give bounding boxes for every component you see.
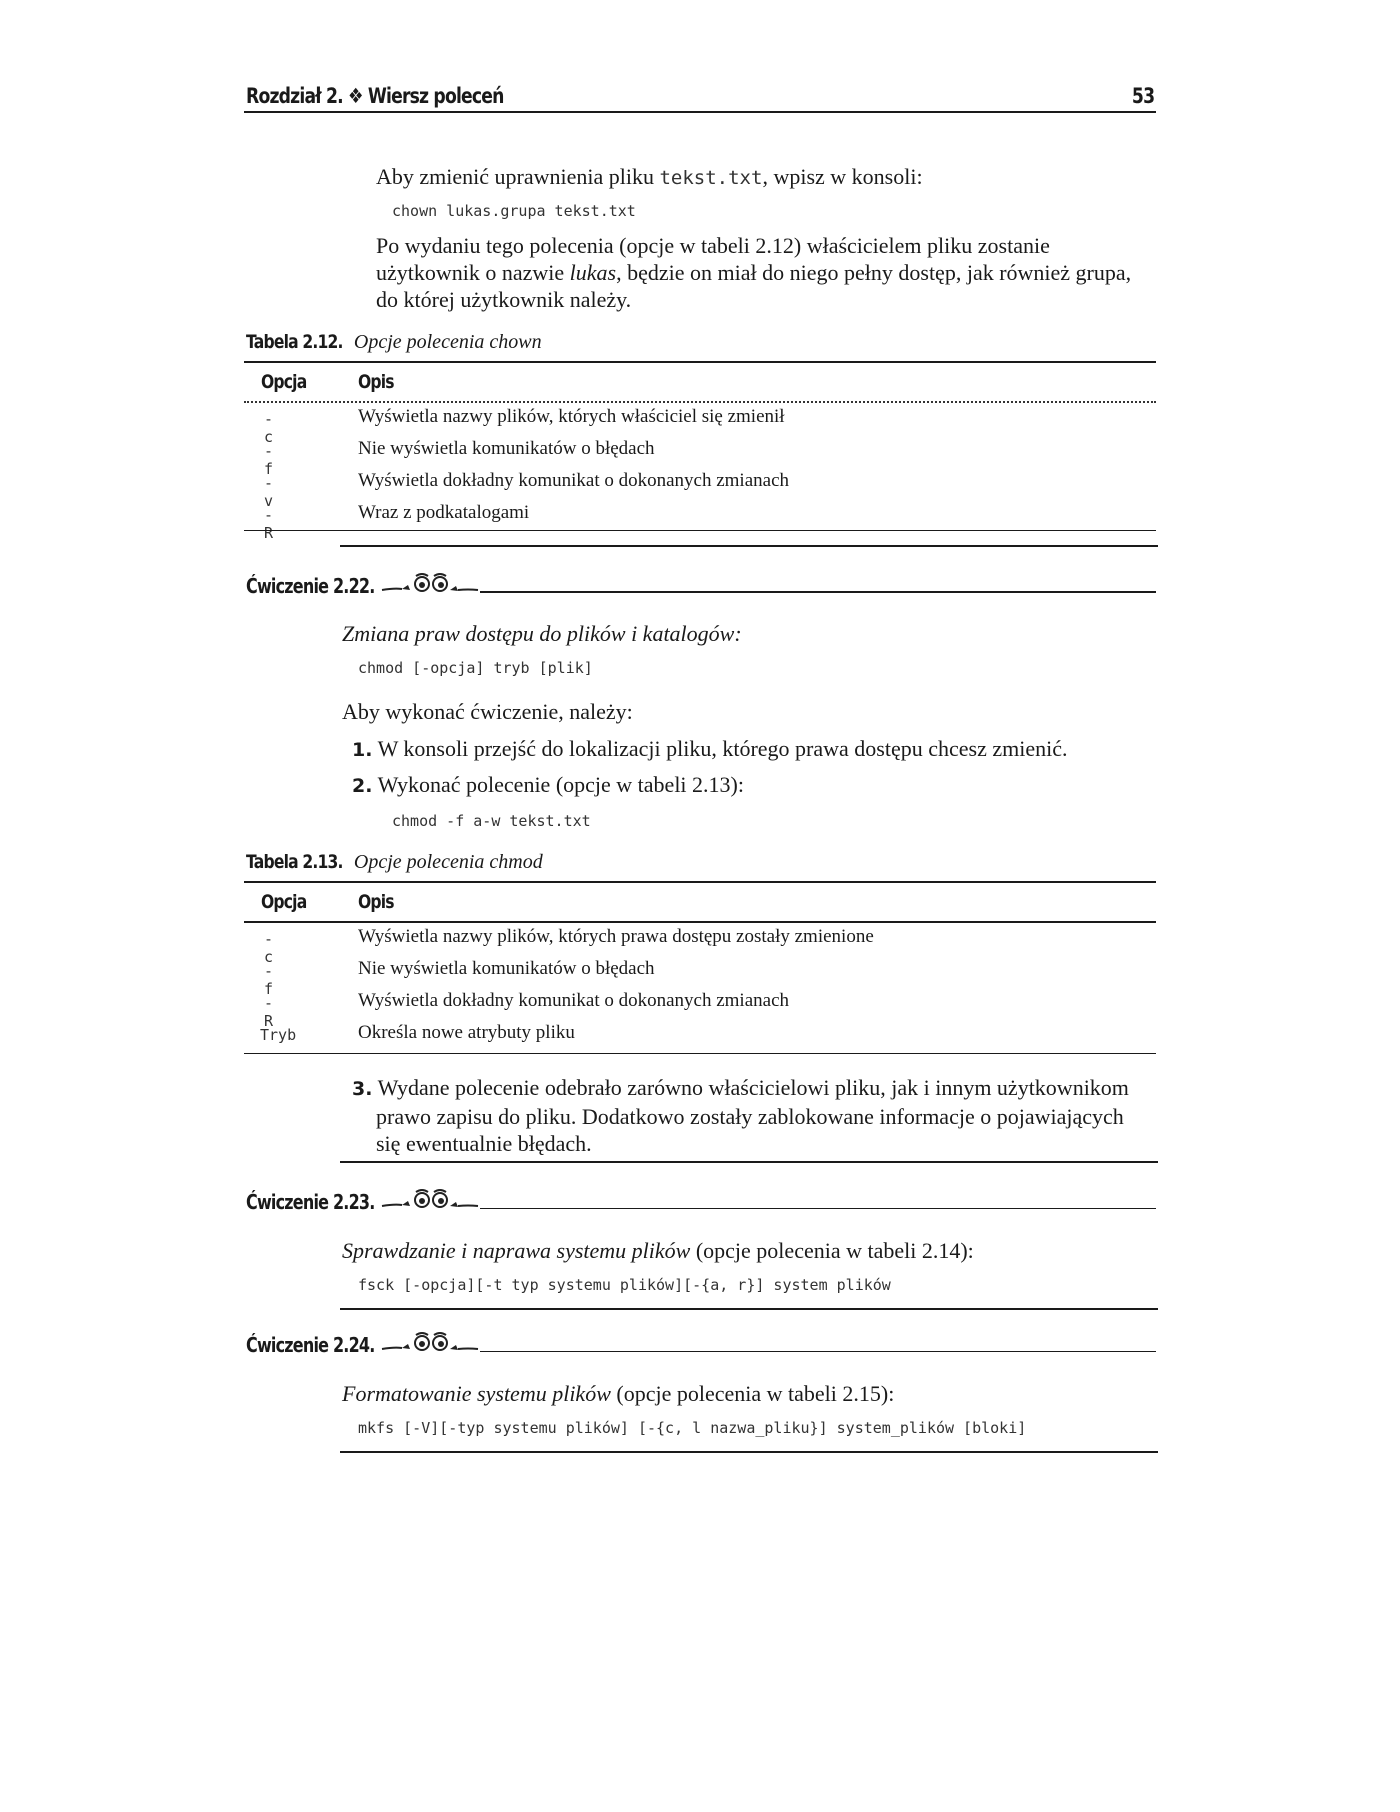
table-212-caption-text: Opcje polecenia chown	[353, 331, 542, 353]
exercise-222-rule	[480, 591, 1156, 593]
exercise-224-label: Ćwiczenie 2.24.	[246, 1333, 375, 1357]
chmod-command: chmod -f a-w tekst.txt	[392, 812, 591, 830]
step-3-line-1	[352, 1074, 1152, 1103]
intro-para-line-1: Po wydaniu tego polecenia (opcje w tabeli 2.12) właścicielem pliku zostanie	[376, 233, 1050, 258]
table-cell-option: -f	[264, 962, 274, 998]
table-cell-option: -R	[264, 506, 274, 542]
table-cell-desc: Wraz z podkatalogami	[358, 502, 530, 523]
table-212-top-rule	[244, 361, 1156, 363]
table-212-col-desc: Opis	[358, 371, 394, 393]
table-cell-desc: Nie wyświetla komunikatów o błędach	[358, 958, 655, 979]
table-cell-desc: Nie wyświetla komunikatów o błędach	[358, 438, 655, 459]
table-cell-option: -c	[264, 410, 274, 446]
intro-para-line-2-after: , będzie on miał do niego pełny dostęp, jak również grupa,	[616, 260, 1132, 285]
table-212-bottom-rule	[244, 530, 1156, 531]
exercise-223-label: Ćwiczenie 2.23.	[246, 1190, 375, 1214]
exercise-222-step-2	[352, 771, 744, 800]
table-cell-option: -f	[264, 442, 274, 478]
table-212-header-rule	[244, 401, 1156, 403]
table-cell-desc: Wyświetla nazwy plików, których prawa dostępu zostały zmienione	[358, 926, 874, 947]
intro-text-after: , wpisz w konsoli:	[762, 164, 923, 189]
table-cell-option: -c	[264, 930, 274, 966]
intro-para-line-2	[376, 259, 1156, 286]
exercise-222-step-3	[352, 1074, 1152, 1157]
exercise-222-intro: Aby wykonać ćwiczenie, należy:	[342, 699, 633, 724]
table-cell-option: Tryb	[260, 1026, 297, 1044]
table-213-label: Tabela 2.13.	[246, 851, 343, 873]
step-3-line-2: prawo zapisu do pliku. Dodatkowo zostały zablokowane informacje o pojawiających	[376, 1104, 1124, 1129]
intro-inline-code: tekst.txt	[659, 167, 763, 189]
exercise-222-step-1	[352, 735, 1068, 764]
table-cell-desc: Wyświetla dokładny komunikat o dokonanych zmianach	[358, 470, 789, 491]
exercise-223-title-italic: Sprawdzanie i naprawa systemu plików	[342, 1238, 691, 1263]
intro-paragraph	[376, 232, 1156, 313]
step-2-text: Wykonać polecenie (opcje w tabeli 2.13):	[377, 772, 744, 797]
exercise-224-title-rest: (opcje polecenia w tabeli 2.15):	[610, 1381, 895, 1406]
table-212-caption	[246, 331, 542, 354]
table-213-col-option: Opcja	[261, 891, 307, 913]
table-213-col-desc: Opis	[358, 891, 394, 913]
step-2-number: 2.	[352, 775, 373, 797]
exercise-223-syntax: fsck [-opcja][-t typ systemu plików][-{a, r}] system plików	[358, 1276, 891, 1294]
section-end-rule	[340, 545, 1158, 547]
section-end-rule	[340, 1308, 1158, 1310]
exercise-223-title-rest: (opcje polecenia w tabeli 2.14):	[690, 1238, 974, 1263]
exercise-224-rule	[480, 1351, 1156, 1352]
step-1-number: 1.	[352, 739, 373, 761]
step-1-text: W konsoli przejść do lokalizacji pliku, którego prawa dostępu chcesz zmienić.	[377, 736, 1068, 761]
step-3-line-3: się ewentualnie błędach.	[376, 1131, 592, 1156]
table-213-bottom-rule	[244, 1053, 1156, 1054]
table-cell-option: -R	[264, 994, 274, 1030]
exercise-222-title: Zmiana praw dostępu do plików i katalogów:	[342, 621, 742, 646]
intro-para-line-3: do której użytkownik należy.	[376, 287, 632, 312]
exercise-224-title	[342, 1380, 894, 1407]
table-213-caption	[246, 851, 543, 874]
exercise-224-title-italic: Formatowanie systemu plików	[342, 1381, 611, 1406]
intro-para-line-2-italic: lukas	[569, 260, 617, 285]
table-213-top-rule	[244, 881, 1156, 883]
table-cell-desc: Określa nowe atrybuty pliku	[358, 1022, 575, 1043]
table-cell-desc: Wyświetla nazwy plików, których właściciel się zmienił	[358, 406, 785, 427]
section-end-rule	[340, 1161, 1158, 1163]
exercise-222-label: Ćwiczenie 2.22.	[246, 574, 375, 598]
running-header-title: Rozdział 2. ❖ Wiersz poleceń	[246, 84, 504, 108]
eyes-ornament-icon	[380, 1329, 480, 1355]
intro-sentence	[376, 163, 923, 192]
table-cell-option: -v	[264, 474, 274, 510]
chown-command: chown lukas.grupa tekst.txt	[392, 202, 636, 220]
exercise-224-syntax: mkfs [-V][-typ systemu plików] [-{c, l nazwa_pliku}] system_plików [bloki]	[358, 1419, 1027, 1437]
exercise-222-syntax: chmod [-opcja] tryb [plik]	[358, 659, 593, 677]
exercise-223-rule	[480, 1208, 1156, 1209]
header-rule	[244, 111, 1156, 113]
exercise-223-title	[342, 1237, 974, 1264]
table-cell-desc: Wyświetla dokładny komunikat o dokonanych zmianach	[358, 990, 789, 1011]
intro-para-line-2-before: użytkownik o nazwie	[376, 260, 570, 285]
step-3-number: 3.	[352, 1078, 373, 1100]
eyes-ornament-icon	[380, 1186, 480, 1212]
intro-text-before: Aby zmienić uprawnienia pliku	[376, 164, 660, 189]
table-212-col-option: Opcja	[261, 371, 307, 393]
page-number: 53	[1131, 84, 1154, 108]
eyes-ornament-icon	[380, 570, 480, 596]
step-3-line-1-text: Wydane polecenie odebrało zarówno właścicielowi pliku, jak i innym użytkownikom	[377, 1075, 1129, 1100]
table-213-header-rule	[244, 921, 1156, 923]
table-213-caption-text: Opcje polecenia chmod	[353, 851, 543, 873]
section-end-rule	[340, 1451, 1158, 1453]
table-212-label: Tabela 2.12.	[246, 331, 343, 353]
